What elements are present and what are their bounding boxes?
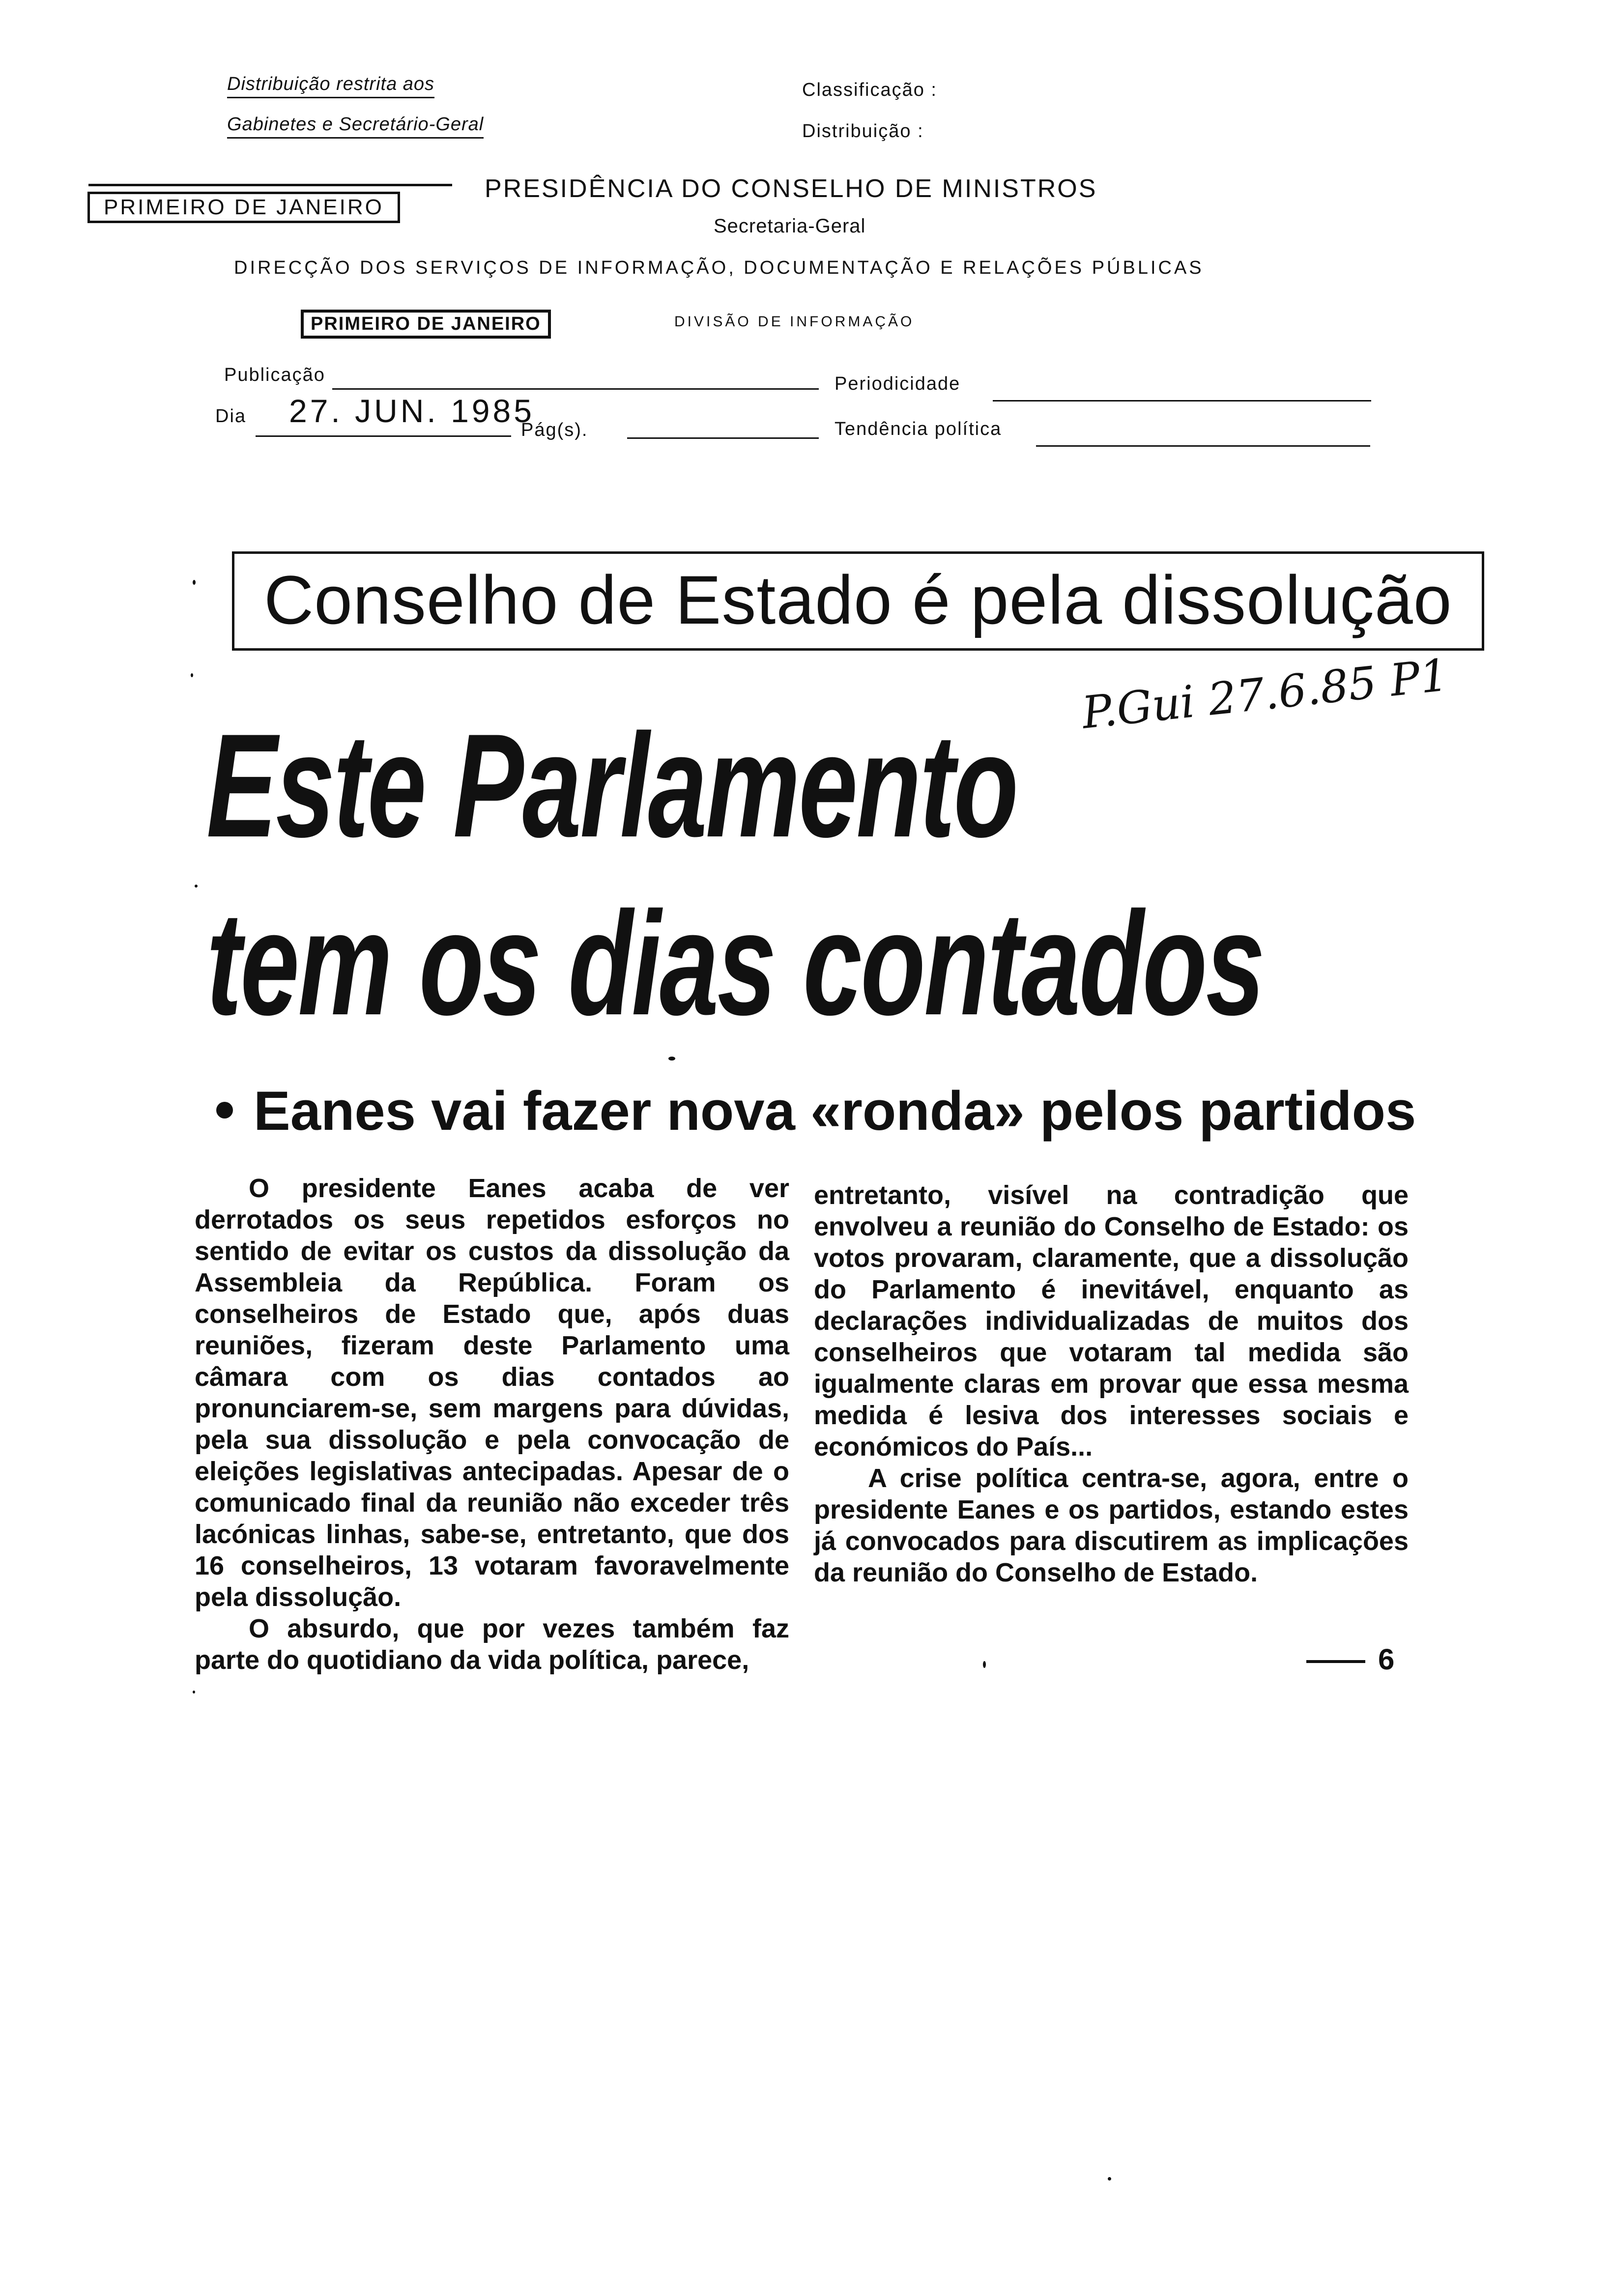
- restricted-distribution-line1: Distribuição restrita aos: [227, 74, 434, 98]
- bullet-icon: [216, 1102, 233, 1119]
- continuation-dash: [1306, 1660, 1365, 1663]
- division-line: DIVISÃO DE INFORMAÇÃO: [674, 314, 915, 330]
- dia-fill-line: [256, 435, 511, 437]
- scan-speck: [193, 1691, 195, 1693]
- scan-speck: [668, 1057, 675, 1061]
- scan-speck: [983, 1661, 986, 1668]
- scan-speck: [191, 673, 193, 677]
- headline-line2: tem os dias contados: [206, 881, 1264, 1046]
- continued-page-ref: [1306, 1642, 1394, 1676]
- classificacao-label: Classificação :: [802, 80, 937, 100]
- tendencia-label: Tendência política: [835, 419, 1002, 439]
- scan-speck: [1108, 2177, 1111, 2181]
- column-1-paragraph-1: O presidente Eanes acaba de ver derrotados os seus repetidos esforços no sentido de evitar os custos da dissolução da Assembleia da República. Foram os conselheiros de Estado que, após duas reuniões, fizeram deste Parlamento uma câmara com os dias contados ao pronunciarem-se, sem margens para dúvidas, pela sua dissolução e pela convocação de eleições legislativas antecipadas. Apesar de o comunicado final da reunião não exceder três lacónicas linhas, sabe-se, entretanto, que dos 16 conselheiros, 13 votaram favoravelmente pela dissolução.: [195, 1174, 789, 1612]
- pags-fill-line: [627, 437, 819, 439]
- column-1-paragraph-2: O absurdo, que por vezes também faz parte do quotidiano da vida política, parece,: [195, 1614, 789, 1675]
- dia-value: 27. JUN. 1985: [289, 393, 535, 429]
- directorate-line: DIRECÇÃO DOS SERVIÇOS DE INFORMAÇÃO, DOCUMENTAÇÃO E RELAÇÕES PÚBLICAS: [234, 258, 1204, 278]
- distribuicao-label: Distribuição :: [802, 121, 924, 142]
- tendencia-fill-line: [1036, 445, 1370, 447]
- publicacao-fill-line: [332, 388, 819, 390]
- continued-page-number: 6: [1378, 1643, 1395, 1676]
- article-column-1: [195, 1173, 789, 1676]
- publicacao-label: Publicação: [224, 365, 325, 385]
- restricted-distribution-line2: Gabinetes e Secretário-Geral: [227, 114, 484, 139]
- article-column-2: [814, 1179, 1409, 1588]
- pags-label: Pág(s).: [521, 420, 588, 440]
- periodicidade-fill-line: [993, 400, 1371, 402]
- dia-label: Dia: [215, 406, 247, 427]
- subheadline-text: Eanes vai fazer nova «ronda» pelos partidos: [254, 1080, 1416, 1142]
- headline-line1: Este Parlamento: [206, 703, 1017, 868]
- subheadline: [216, 1079, 1416, 1143]
- handwritten-note: P.Gui 27.6.85 P1: [1079, 649, 1451, 739]
- newspaper-stamp-division: PRIMEIRO DE JANEIRO: [301, 310, 551, 339]
- scan-speck: [195, 885, 198, 888]
- column-2-paragraph-2: A crise política centra-se, agora, entre o presidente Eanes e os partidos, estando estes já convocados para discutirem as implicações da reunião do Conselho de Estado.: [814, 1464, 1409, 1587]
- newspaper-stamp-top: PRIMEIRO DE JANEIRO: [87, 192, 400, 223]
- column-2-paragraph-1: entretanto, visível na contradição que envolveu a reunião do Conselho de Estado: os votos provaram, claramente, que a dissolução do Parlamento é inevitável, enquanto as declarações individualizadas de muitos dos conselheiros que votaram tal medida são igualmente claras em provar que essa mesma medida é lesiva dos interesses sociais e económicos do País...: [814, 1180, 1409, 1462]
- scan-speck: [193, 580, 196, 585]
- stamp-top-rule: [88, 184, 452, 186]
- org-title: PRESIDÊNCIA DO CONSELHO DE MINISTROS: [485, 174, 1097, 203]
- periodicidade-label: Periodicidade: [835, 373, 961, 394]
- kicker-box: Conselho de Estado é pela dissolução: [232, 551, 1484, 651]
- org-subtitle: Secretaria-Geral: [714, 215, 866, 237]
